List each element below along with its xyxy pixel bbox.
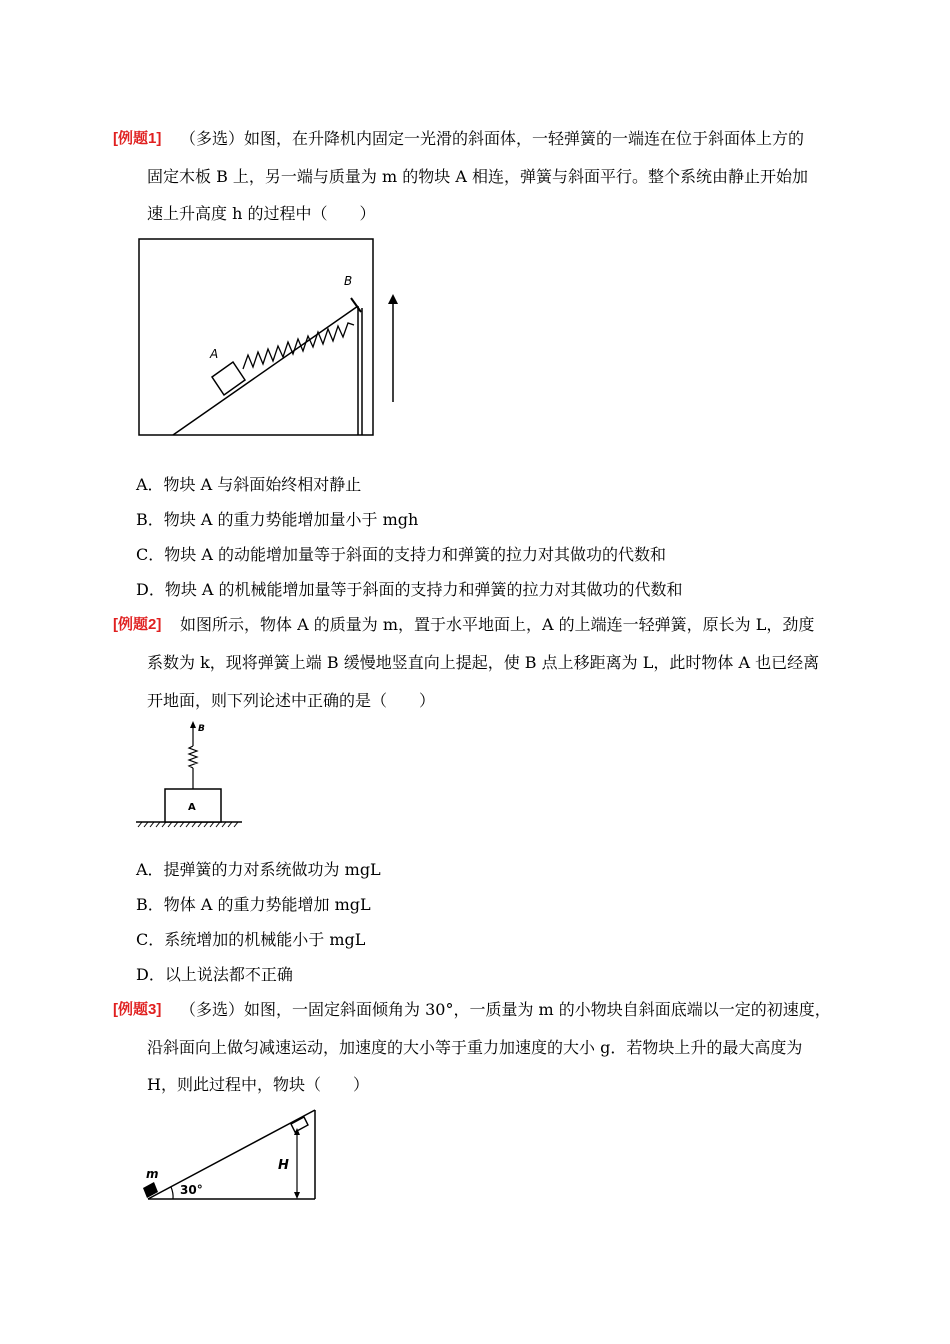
question-2-option-a: A．提弹簧的力对系统做功为 mgL bbox=[136, 860, 381, 879]
question-3-line-3: H，则此过程中，物块（ ） bbox=[147, 1075, 369, 1094]
label-h: H bbox=[278, 1158, 289, 1173]
block-a bbox=[212, 362, 245, 395]
question-3-line-1: （多选）如图，一固定斜面倾角为 30°，一质量为 m 的小物块自斜面底端以一定的初速度， bbox=[180, 1000, 831, 1019]
elevator-frame bbox=[139, 239, 373, 435]
label-a: A bbox=[188, 802, 196, 813]
question-2-line-1: 如图所示，物体 A 的质量为 m，置于水平地面上，A 的上端连一轻弹簧，原长为 L，劲度 bbox=[180, 615, 815, 634]
spring bbox=[189, 746, 197, 768]
question-1-line-3: 速上升高度 h 的过程中（ ） bbox=[147, 204, 376, 223]
label-a: A bbox=[210, 347, 219, 361]
question-1-figure bbox=[135, 236, 410, 441]
question-1-line-2: 固定木板 B 上，另一端与质量为 m 的物块 A 相连，弹簧与斜面平行。整个系统由静止开始加 bbox=[147, 167, 809, 186]
question-3-line-2: 沿斜面向上做匀减速运动，加速度的大小等于重力加速度的大小 g．若物块上升的最大高度为 bbox=[147, 1038, 803, 1057]
question-1-option-a: A．物块 A 与斜面始终相对静止 bbox=[136, 475, 362, 494]
question-1-tag: [例题1] bbox=[113, 130, 162, 147]
question-1-line-1: （多选）如图，在升降机内固定一光滑的斜面体，一轻弹簧的一端连在位于斜面体上方的 bbox=[180, 129, 805, 148]
incline-hypotenuse bbox=[148, 1110, 315, 1199]
label-angle: 30° bbox=[180, 1183, 203, 1197]
up-arrow-icon bbox=[388, 294, 398, 304]
angle-arc bbox=[171, 1187, 173, 1199]
block-top bbox=[291, 1117, 308, 1132]
question-2-option-d: D．以上说法都不正确 bbox=[136, 965, 293, 984]
question-2-line-2: 系数为 k，现将弹簧上端 B 缓慢地竖直向上提起，使 B 点上移距离为 L，此时物体 A 也已经离 bbox=[147, 653, 820, 672]
label-b: B bbox=[198, 724, 205, 734]
question-2-figure bbox=[130, 716, 250, 832]
pull-arrow-icon bbox=[190, 721, 196, 728]
question-1-option-b: B．物块 A 的重力势能增加量小于 mgh bbox=[136, 510, 419, 529]
question-2-option-c: C．系统增加的机械能小于 mgL bbox=[136, 930, 366, 949]
question-2-option-b: B．物体 A 的重力势能增加 mgL bbox=[136, 895, 371, 914]
label-b: B bbox=[344, 274, 353, 288]
question-3-figure bbox=[138, 1106, 323, 1206]
label-m: m bbox=[146, 1167, 159, 1181]
incline-surface bbox=[173, 306, 358, 435]
question-2-line-3: 开地面，则下列论述中正确的是（ ） bbox=[147, 691, 436, 710]
spring bbox=[243, 323, 354, 369]
question-2-tag: [例题2] bbox=[113, 616, 162, 633]
height-arrow-bottom-icon bbox=[294, 1192, 300, 1199]
question-1-option-c: C．物块 A 的动能增加量等于斜面的支持力和弹簧的拉力对其做功的代数和 bbox=[136, 545, 666, 564]
question-3-tag: [例题3] bbox=[113, 1001, 162, 1018]
question-1-option-d: D．物块 A 的机械能增加量等于斜面的支持力和弹簧的拉力对其做功的代数和 bbox=[136, 580, 683, 599]
